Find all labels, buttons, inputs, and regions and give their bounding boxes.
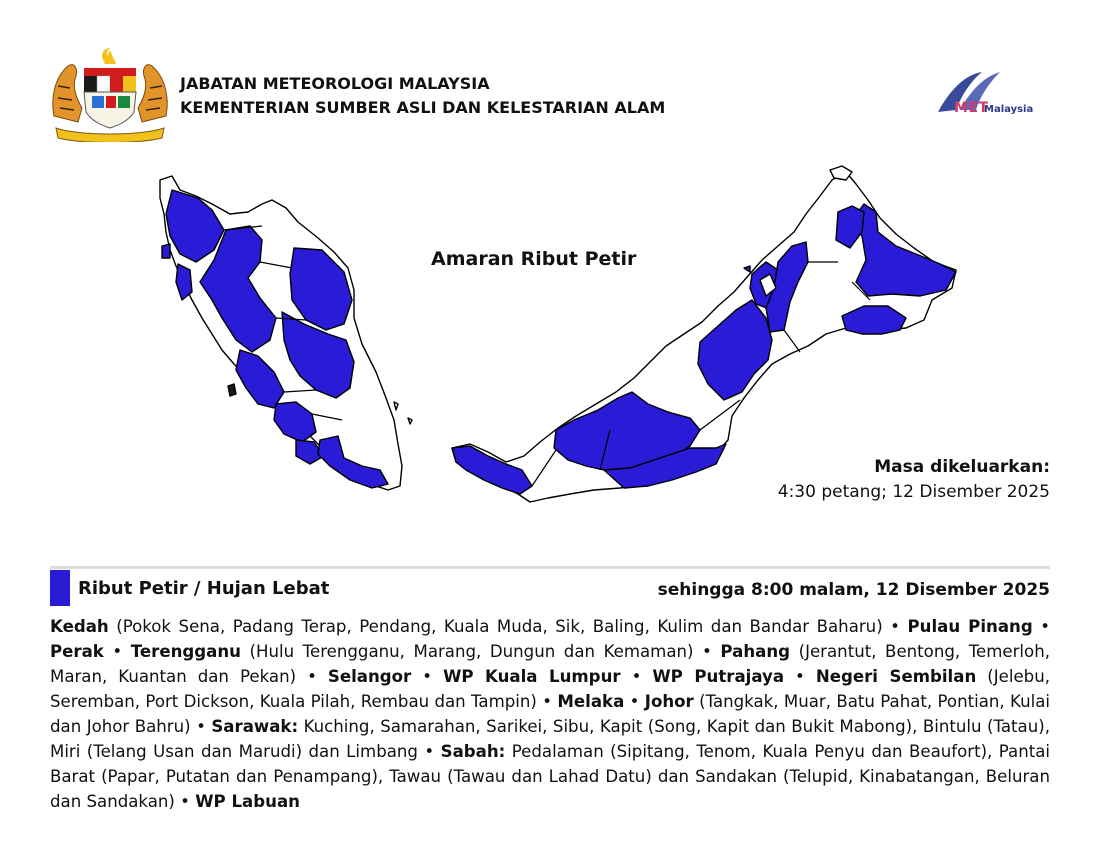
area-district-list: (Jelebu, Seremban, Port Dickson, Kuala Pilah, Rembau dan Tampin) bbox=[50, 667, 1050, 711]
area-state-name: WP Labuan bbox=[195, 792, 300, 811]
area-separator: • bbox=[784, 667, 816, 686]
warning-validity: sehingga 8:00 malam, 12 Disember 2025 bbox=[657, 580, 1050, 600]
department-name: JABATAN METEOROLOGI MALAYSIA bbox=[180, 74, 490, 93]
coat-of-arms-icon bbox=[48, 46, 172, 142]
area-state-name: Sabah: bbox=[440, 742, 506, 761]
area-separator: • bbox=[411, 667, 444, 686]
issued-time: 4:30 petang; 12 Disember 2025 bbox=[777, 482, 1050, 502]
area-separator: • bbox=[620, 667, 653, 686]
area-separator: • bbox=[296, 667, 328, 686]
penang-warning bbox=[176, 264, 192, 300]
area-separator: • bbox=[624, 692, 645, 711]
area-district-list: (Pokok Sena, Padang Terap, Pendang, Kuala Muda, Sik, Baling, Kulim dan Bandar Baharu) bbox=[108, 617, 883, 636]
issued-label: Masa dikeluarkan: bbox=[874, 457, 1050, 477]
area-district-list: Pedalaman (Sipitang, Tenom, Kuala Penyu dan Beaufort), Pantai Barat (Papar, Putatan dan Penampang), Tawau (Tawau dan Lahad Datu) dan Sandakan (Telupid, Kinabatangan, Beluran dan Sandakan) bbox=[50, 742, 1050, 811]
met-logo-text: MET bbox=[954, 100, 989, 116]
legend-color-swatch bbox=[50, 570, 70, 606]
area-separator: • bbox=[174, 792, 196, 811]
area-separator: • bbox=[693, 642, 721, 661]
area-separator: • bbox=[882, 617, 908, 636]
map-title: Amaran Ribut Petir bbox=[431, 248, 637, 270]
area-separator: • bbox=[536, 692, 558, 711]
area-state-name: Selangor bbox=[327, 667, 412, 686]
area-state-name: WP Putrajaya bbox=[652, 667, 785, 686]
ministry-name: KEMENTERIAN SUMBER ASLI DAN KELESTARIAN ALAM bbox=[180, 98, 666, 117]
issued-time-block bbox=[778, 455, 1050, 505]
area-separator: • bbox=[103, 642, 131, 661]
area-state-name: Negeri Sembilan bbox=[815, 667, 977, 686]
area-state-name: Johor bbox=[644, 692, 694, 711]
area-state-name: WP Kuala Lumpur bbox=[443, 667, 621, 686]
organization-name bbox=[180, 72, 665, 120]
divider bbox=[50, 566, 1050, 569]
affected-areas-text bbox=[50, 614, 1050, 814]
area-state-name: Pahang bbox=[720, 642, 791, 661]
area-district-list: (Hulu Terengganu, Marang, Dungun dan Kemaman) bbox=[240, 642, 694, 661]
area-state-name: Perak bbox=[50, 642, 104, 661]
malaysia-logo-text: Malaysia bbox=[984, 104, 1034, 115]
area-state-name: Melaka bbox=[557, 692, 625, 711]
sarawak-kuching-warning bbox=[452, 446, 532, 494]
labuan-island bbox=[744, 266, 750, 272]
met-malaysia-logo bbox=[932, 66, 1052, 122]
area-state-name: Terengganu bbox=[130, 642, 241, 661]
area-district-list: (Tangkak, Muar, Batu Pahat, Pontian, Kulai dan Johor Bahru) bbox=[50, 692, 1050, 736]
area-district-list: (Jerantut, Bentong, Temerloh, Maran, Kuantan dan Pekan) bbox=[50, 642, 1050, 686]
area-state-name: Sarawak: bbox=[211, 717, 299, 736]
sabah-sandakan-warning bbox=[852, 204, 956, 296]
legend-label: Ribut Petir / Hujan Lebat bbox=[78, 578, 330, 599]
area-district-list: Kuching, Samarahan, Sarikei, Sibu, Kapit (Song, Kapit dan Bukit Mabong), Bintulu (Tatau), Miri (Telang Usan dan Marudi) dan Limbang bbox=[50, 717, 1050, 761]
area-separator: • bbox=[1032, 617, 1051, 636]
area-state-name: Kedah bbox=[50, 617, 109, 636]
area-separator: • bbox=[190, 717, 212, 736]
area-separator: • bbox=[417, 742, 441, 761]
area-state-name: Pulau Pinang bbox=[907, 617, 1033, 636]
